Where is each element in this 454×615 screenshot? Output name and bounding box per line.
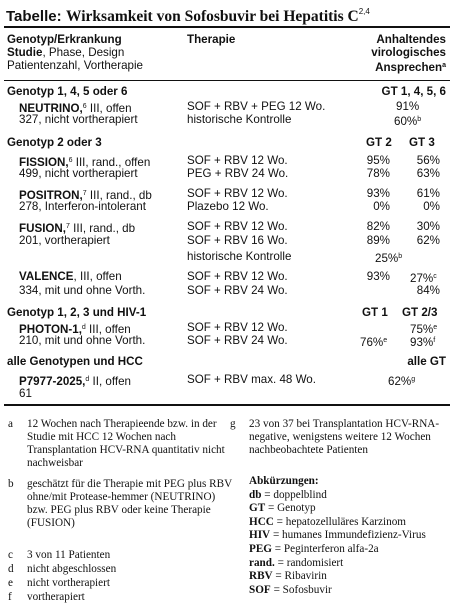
footnote-c bbox=[8, 549, 238, 562]
title-refs: 2,4 bbox=[358, 7, 370, 16]
therapy: SOF + RBV 12 Wo. bbox=[187, 321, 288, 334]
header-col3-line1: Anhaltendes bbox=[376, 33, 446, 46]
footnote-text: 3 von 11 Patienten bbox=[27, 549, 111, 561]
response-value: 0% bbox=[373, 200, 390, 213]
study-name: NEUTRINO, bbox=[19, 102, 83, 115]
abbr-term: SOF bbox=[249, 583, 271, 596]
patients: 201, vortherapiert bbox=[19, 234, 110, 247]
abbr-def: = Sofosbuvir bbox=[270, 583, 332, 596]
gt-label: GT 1, 4, 5, 6 bbox=[381, 85, 446, 98]
title-text: Wirksamkeit von Sofosbuvir bei Hepatitis C bbox=[66, 8, 359, 25]
footnote-key: f bbox=[8, 591, 12, 603]
therapy: SOF + RBV + PEG 12 Wo. bbox=[187, 100, 326, 113]
header-col1-line2 bbox=[7, 46, 124, 59]
patients: 278, Interferon-intolerant bbox=[19, 200, 146, 213]
abbr-item bbox=[249, 570, 426, 584]
header-col3-sup: a bbox=[442, 62, 446, 69]
footnote-key: c bbox=[8, 549, 13, 561]
abbr-term: HIV bbox=[249, 529, 271, 542]
response-value bbox=[375, 250, 402, 265]
abbr-item bbox=[249, 584, 426, 598]
group-label: Genotyp 1, 4, 5 oder 6 bbox=[7, 85, 128, 98]
header-divider bbox=[4, 80, 450, 81]
therapy: SOF + RBV 24 Wo. bbox=[187, 284, 288, 297]
response-value: 91% bbox=[396, 100, 420, 113]
patients: 61 bbox=[19, 387, 32, 400]
header-col3-line2: virologisches bbox=[371, 46, 446, 59]
response-value bbox=[360, 334, 387, 349]
response-value bbox=[394, 113, 421, 128]
response-value bbox=[388, 373, 415, 388]
therapy: SOF + RBV 24 Wo. bbox=[187, 334, 288, 347]
therapy: Plazebo 12 Wo. bbox=[187, 200, 269, 213]
header-col1-line3: Patientenzahl, Vortherapie bbox=[7, 59, 143, 72]
abbr-term: RBV bbox=[249, 570, 273, 583]
gt-label: GT 1 bbox=[362, 306, 388, 319]
study-name: VALENCE bbox=[19, 270, 74, 283]
abbr-term: GT bbox=[249, 502, 266, 515]
abbr-def: = Genotyp bbox=[265, 502, 316, 515]
study-ref: 6 bbox=[82, 103, 87, 110]
response-value: 82% bbox=[366, 220, 390, 233]
value-sup: e bbox=[433, 324, 438, 331]
gt-label: GT 3 bbox=[409, 136, 435, 149]
footnote-text: 23 von 37 bei Transplantation HCV-RNA-negative, wenigstens weitere 12 Wochen nachbeobachtete Patienten bbox=[249, 418, 440, 456]
value: 76% bbox=[360, 336, 384, 349]
study-name: FUSION, bbox=[19, 222, 67, 235]
response-value: 78% bbox=[366, 167, 390, 180]
therapy: SOF + RBV 12 Wo. bbox=[187, 154, 288, 167]
abbr-def: = randomisiert bbox=[274, 556, 344, 569]
study-name: PHOTON-1, bbox=[19, 323, 82, 336]
response-value: 56% bbox=[416, 154, 440, 167]
study-ref: 7 bbox=[82, 190, 87, 197]
value: 27% bbox=[410, 272, 434, 285]
abbreviations-heading: Abkürzungen: bbox=[249, 475, 319, 487]
value-sup: g bbox=[411, 376, 416, 383]
footnote-a bbox=[8, 418, 238, 470]
header-study-label: Studie bbox=[7, 46, 43, 59]
header-col3-text: Ansprechen bbox=[375, 61, 443, 74]
therapy: SOF + RBV 12 Wo. bbox=[187, 187, 288, 200]
response-value: 95% bbox=[366, 154, 390, 167]
value: 62% bbox=[388, 375, 412, 388]
study-name: POSITRON, bbox=[19, 189, 83, 202]
footnote-b bbox=[8, 478, 238, 544]
footnote-e bbox=[8, 577, 238, 590]
study-design: , III, offen bbox=[73, 270, 122, 283]
header-col3-line3 bbox=[375, 59, 446, 74]
study-design: III, rand., db bbox=[69, 222, 136, 235]
abbr-def: = hepatozelluläres Karzinom bbox=[273, 515, 406, 528]
abbr-def: = humanes Immundefizienz-Virus bbox=[270, 529, 426, 542]
response-value: 93% bbox=[366, 187, 390, 200]
study-design: III, rand., db bbox=[86, 189, 152, 202]
response-value: 93% bbox=[366, 270, 390, 283]
abbr-item bbox=[249, 543, 426, 557]
value-sup: b bbox=[398, 253, 403, 260]
study-design: III, offen bbox=[86, 102, 132, 115]
therapy: SOF + RBV 12 Wo. bbox=[187, 220, 288, 233]
response-value: 63% bbox=[416, 167, 440, 180]
study-name: FISSION, bbox=[19, 156, 69, 169]
table-title bbox=[6, 2, 370, 27]
value: 75% bbox=[410, 323, 434, 336]
value: 93% bbox=[410, 336, 434, 349]
patients: 210, mit und ohne Vorth. bbox=[19, 334, 146, 347]
response-value: 30% bbox=[416, 220, 440, 233]
response-value: 61% bbox=[416, 187, 440, 200]
footnote-f bbox=[8, 591, 238, 604]
footnote-key: e bbox=[8, 577, 13, 589]
footnote-text: geschätzt für die Therapie mit PEG plus RBV ohne/mit Protease-hemmer (NEUTRINO) bzw. PEG plus RBV oder keine Therapie (FUSION) bbox=[27, 478, 232, 529]
gt-label: GT 2/3 bbox=[402, 306, 438, 319]
group-label: alle Genotypen und HCC bbox=[7, 355, 143, 368]
abbr-term: HCC bbox=[249, 515, 274, 528]
abbr-item bbox=[249, 502, 426, 516]
response-value: 62% bbox=[416, 234, 440, 247]
footnote-key: g bbox=[230, 418, 236, 430]
abbr-term: PEG bbox=[249, 542, 272, 555]
footnote-d bbox=[8, 563, 238, 576]
group-label: Genotyp 2 oder 3 bbox=[7, 136, 102, 149]
response-value bbox=[410, 334, 435, 349]
study-name: P7977-2025, bbox=[19, 375, 86, 388]
value-sup: e bbox=[383, 337, 388, 344]
study-p7977 bbox=[19, 373, 131, 388]
abbr-term: db bbox=[249, 488, 262, 501]
study-ref: 6 bbox=[68, 157, 73, 164]
header-phase-design: , Phase, Design bbox=[42, 46, 125, 59]
footnote-text: vortherapiert bbox=[27, 591, 85, 603]
therapy: SOF + RBV max. 48 Wo. bbox=[187, 373, 316, 386]
group-label: Genotyp 1, 2, 3 und HIV-1 bbox=[7, 306, 147, 319]
value-sup: f bbox=[433, 337, 436, 344]
table-frame bbox=[4, 26, 450, 406]
abbr-item bbox=[249, 516, 426, 530]
therapy: SOF + RBV 16 Wo. bbox=[187, 234, 288, 247]
response-value: 0% bbox=[423, 200, 440, 213]
footnote-key: a bbox=[8, 418, 13, 430]
abbreviations-list bbox=[249, 475, 426, 597]
abbr-item bbox=[249, 557, 426, 571]
abbr-def: = doppelblind bbox=[261, 488, 327, 501]
value-sup: b bbox=[417, 116, 422, 123]
therapy: SOF + RBV 12 Wo. bbox=[187, 270, 288, 283]
abbr-item bbox=[249, 529, 426, 543]
abbr-def: = Peginterferon alfa-2a bbox=[272, 542, 379, 555]
abbr-item bbox=[249, 489, 426, 503]
footnote-key: d bbox=[8, 563, 14, 575]
footnote-text: nicht vortherapiert bbox=[27, 577, 110, 589]
value-sup: c bbox=[433, 273, 437, 280]
therapy: historische Kontrolle bbox=[187, 113, 292, 126]
study-ref: d bbox=[85, 376, 90, 383]
patients: 499, nicht vortherapiert bbox=[19, 167, 138, 180]
study-design: III, offen bbox=[85, 323, 131, 336]
study-design: III, rand., offen bbox=[72, 156, 151, 169]
abbr-term: rand. bbox=[249, 556, 275, 569]
response-value: 84% bbox=[416, 284, 440, 297]
abbr-def: = Ribavirin bbox=[272, 570, 327, 583]
value: 60% bbox=[394, 115, 418, 128]
footnote-key: b bbox=[8, 478, 14, 490]
value: 25% bbox=[375, 252, 399, 265]
response-value bbox=[410, 270, 437, 285]
gt-label: GT 2 bbox=[366, 136, 392, 149]
footnote-text: nicht abgeschlossen bbox=[27, 563, 117, 575]
footnote-text: 12 Wochen nach Therapieende bzw. in der Studie mit HCC 12 Wochen nach Transplantation HCV-RNA quantitativ nicht nachweisbar bbox=[27, 418, 225, 469]
therapy: PEG + RBV 24 Wo. bbox=[187, 167, 289, 180]
therapy: historische Kontrolle bbox=[187, 250, 292, 263]
footnote-g bbox=[230, 418, 452, 458]
header-col2: Therapie bbox=[187, 33, 236, 46]
study-ref: 7 bbox=[66, 223, 70, 230]
gt-label: alle GT bbox=[407, 355, 446, 368]
study-ref: d bbox=[81, 324, 86, 331]
study-fusion bbox=[19, 220, 135, 235]
study-design: II, offen bbox=[89, 375, 131, 388]
response-value: 89% bbox=[366, 234, 390, 247]
study-valence bbox=[19, 270, 122, 283]
header-col1-line1: Genotyp/Erkrankung bbox=[7, 33, 122, 46]
title-prefix: Tabelle: bbox=[6, 8, 62, 25]
patients: 334, mit und ohne Vorth. bbox=[19, 284, 146, 297]
patients: 327, nicht vortherapiert bbox=[19, 113, 138, 126]
